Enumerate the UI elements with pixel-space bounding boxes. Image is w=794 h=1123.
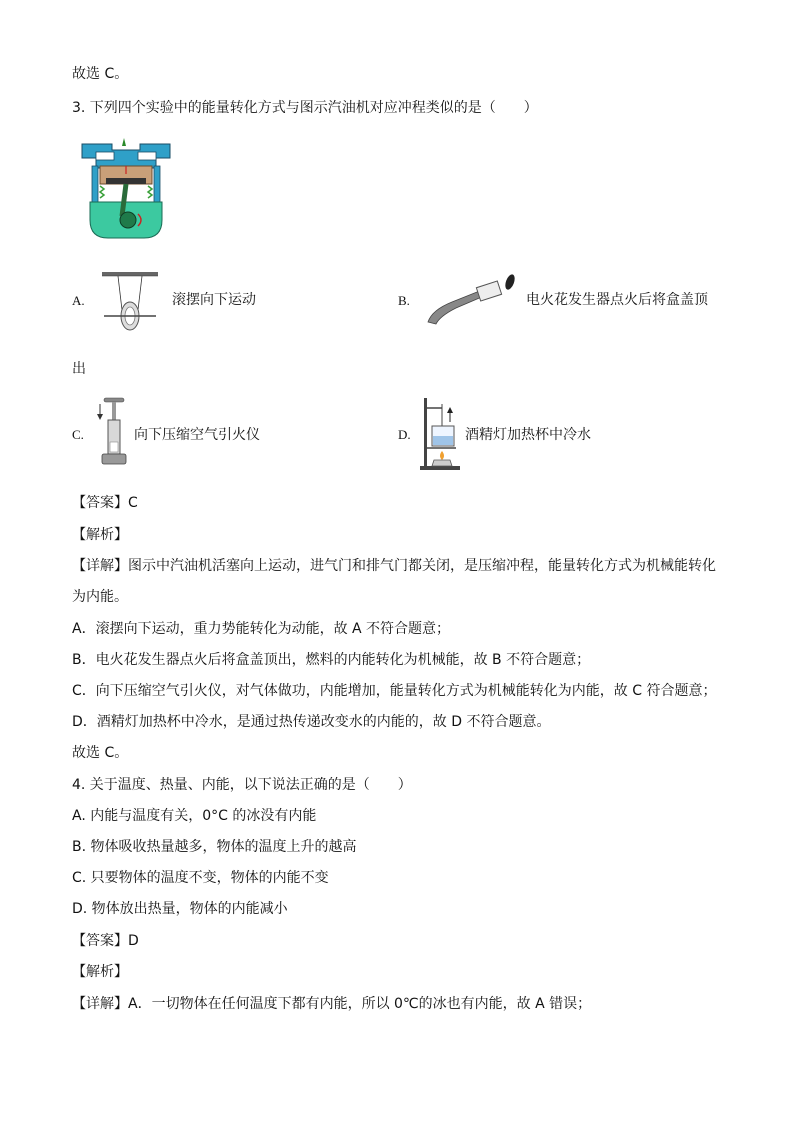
question-3-stem: 3. 下列四个实验中的能量转化方式与图示汽油机对应冲程类似的是（ ） xyxy=(72,100,538,116)
question-4-option-a: A. 内能与温度有关，0°C 的冰没有内能 xyxy=(72,808,317,824)
question-3-explain-b: B．电火花发生器点火后将盒盖顶出，燃料的内能转化为机械能，故 B 不符合题意； xyxy=(72,652,591,668)
option-a-letter: A. xyxy=(72,293,85,308)
question-4-option-c: C. 只要物体的温度不变，物体的内能不变 xyxy=(72,870,329,886)
question-3-conclusion: 故选 C。 xyxy=(72,745,129,761)
option-a-text: 滚摆向下运动 xyxy=(172,292,256,308)
question-3-explain-c: C．向下压缩空气引火仪，对气体做功，内能增加，能量转化方式为机械能转化为内能，故 C 符合题意； xyxy=(72,683,717,699)
option-d-text: 酒精灯加热杯中冷水 xyxy=(465,427,591,443)
air-compression-igniter-figure xyxy=(96,396,128,468)
question-4-option-d: D. 物体放出热量，物体的内能减小 xyxy=(72,901,288,917)
question-3-detail-line-2: 为内能。 xyxy=(72,589,128,605)
question-4-answer: 【答案】D xyxy=(72,933,139,949)
option-d-letter: D. xyxy=(398,427,411,442)
spark-generator-box-figure xyxy=(422,272,522,328)
question-3-explain-d: D．酒精灯加热杯中冷水，是通过热传递改变水的内能的，故 D 不符合题意。 xyxy=(72,714,551,730)
option-b-text-wrap: 出 xyxy=(72,361,86,377)
question-4-option-b: B. 物体吸收热量越多，物体的温度上升的越高 xyxy=(72,839,357,855)
question-3-answer: 【答案】C xyxy=(72,495,138,511)
previous-conclusion: 故选 C。 xyxy=(72,66,129,82)
question-4-detail-line-1: 【详解】A．一切物体在任何温度下都有内能，所以 0℃的冰也有内能，故 A 错误； xyxy=(72,996,592,1012)
option-b-letter: B. xyxy=(398,293,410,308)
maxwell-pendulum-figure xyxy=(100,270,160,332)
question-3-explain-a: A．滚摆向下运动，重力势能转化为动能，故 A 不符合题意； xyxy=(72,621,451,637)
question-4-analysis-label: 【解析】 xyxy=(72,964,128,980)
alcohol-lamp-heating-beaker-figure xyxy=(420,396,462,472)
option-c-text: 向下压缩空气引火仪 xyxy=(134,427,260,443)
gasoline-engine-compression-stroke-figure xyxy=(78,136,174,242)
question-3-detail-line-1: 【详解】图示中汽油机活塞向上运动，进气门和排气门都关闭，是压缩冲程，能量转化方式为机械能转化 xyxy=(72,558,716,574)
option-b-text: 电火花发生器点火后将盒盖顶 xyxy=(526,292,708,308)
question-4-stem: 4. 关于温度、热量、内能，以下说法正确的是（ ） xyxy=(72,777,412,793)
option-c-letter: C. xyxy=(72,427,84,442)
question-3-analysis-label: 【解析】 xyxy=(72,527,128,543)
